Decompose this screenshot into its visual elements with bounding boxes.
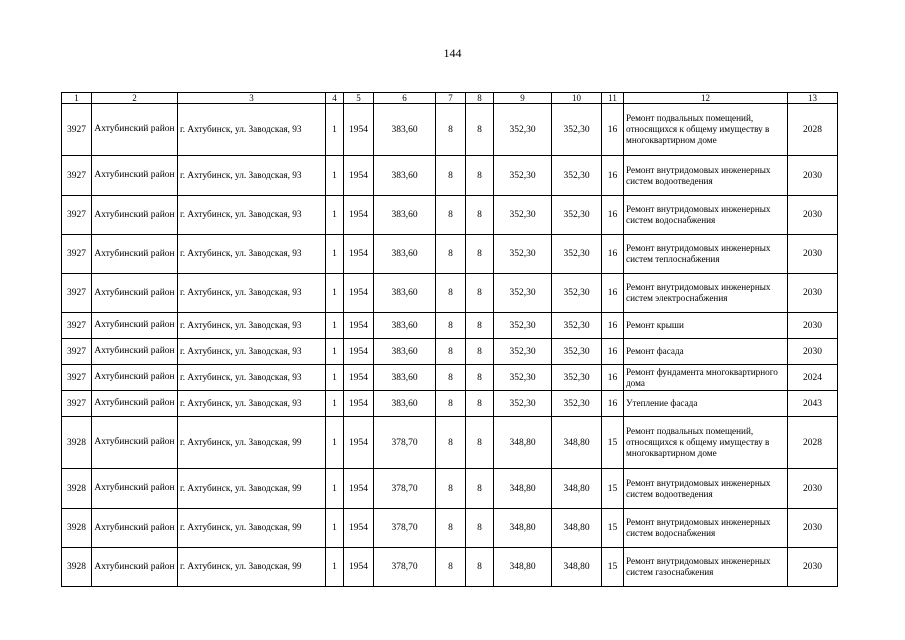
cell-total-area: 378,70	[374, 469, 436, 509]
table-row	[62, 548, 838, 587]
cell-entrances: 1	[326, 313, 344, 339]
cell-work-type: Ремонт внутридомовых инженерных систем газоснабжения	[624, 548, 788, 587]
cell-apartments-area: 352,30	[552, 391, 602, 417]
table-row	[62, 365, 838, 391]
table-row	[62, 509, 838, 548]
cell-year-built: 1954	[344, 391, 374, 417]
column-header-7: 7	[436, 93, 466, 104]
cell-living-area: 352,30	[494, 391, 552, 417]
cell-entrances: 1	[326, 339, 344, 365]
cell-floors-b: 8	[466, 235, 494, 274]
cell-planned-year: 2030	[788, 548, 838, 587]
table-row	[62, 156, 838, 196]
table-row	[62, 104, 838, 156]
cell-entrances: 1	[326, 548, 344, 587]
cell-year-built: 1954	[344, 313, 374, 339]
cell-work-type: Ремонт внутридомовых инженерных систем водоотведения	[624, 156, 788, 196]
cell-planned-year: 2030	[788, 235, 838, 274]
cell-planned-year: 2030	[788, 509, 838, 548]
cell-work-type: Ремонт крыши	[624, 313, 788, 339]
cell-address: г. Ахтубинск, ул. Заводская, 93	[178, 274, 326, 313]
cell-record-id: 3928	[62, 509, 92, 548]
cell-living-area: 352,30	[494, 313, 552, 339]
cell-apartments-area: 348,80	[552, 417, 602, 469]
cell-record-id: 3927	[62, 274, 92, 313]
cell-floors-a: 8	[436, 339, 466, 365]
cell-living-area: 348,80	[494, 417, 552, 469]
cell-total-area: 383,60	[374, 365, 436, 391]
cell-address: г. Ахтубинск, ул. Заводская, 99	[178, 417, 326, 469]
cell-work-type: Утепление фасада	[624, 391, 788, 417]
cell-work-type: Ремонт внутридомовых инженерных систем теплоснабжения	[624, 235, 788, 274]
cell-address: г. Ахтубинск, ул. Заводская, 93	[178, 339, 326, 365]
cell-district: Ахтубинский район	[92, 391, 178, 417]
column-header-2: 2	[92, 93, 178, 104]
cell-year-built: 1954	[344, 235, 374, 274]
column-header-1: 1	[62, 93, 92, 104]
cell-planned-year: 2043	[788, 391, 838, 417]
column-header-12: 12	[624, 93, 788, 104]
cell-apartments-area: 348,80	[552, 509, 602, 548]
cell-residents: 16	[602, 156, 624, 196]
cell-residents: 16	[602, 196, 624, 235]
cell-floors-b: 8	[466, 365, 494, 391]
cell-record-id: 3928	[62, 469, 92, 509]
cell-record-id: 3928	[62, 417, 92, 469]
cell-floors-a: 8	[436, 391, 466, 417]
cell-district: Ахтубинский район	[92, 548, 178, 587]
cell-entrances: 1	[326, 417, 344, 469]
cell-year-built: 1954	[344, 339, 374, 365]
cell-apartments-area: 352,30	[552, 196, 602, 235]
cell-residents: 16	[602, 104, 624, 156]
cell-floors-b: 8	[466, 548, 494, 587]
cell-year-built: 1954	[344, 509, 374, 548]
cell-address: г. Ахтубинск, ул. Заводская, 99	[178, 469, 326, 509]
cell-district: Ахтубинский район	[92, 196, 178, 235]
cell-work-type: Ремонт внутридомовых инженерных систем водоснабжения	[624, 509, 788, 548]
cell-entrances: 1	[326, 365, 344, 391]
table-row	[62, 235, 838, 274]
cell-floors-b: 8	[466, 104, 494, 156]
cell-floors-a: 8	[436, 235, 466, 274]
column-header-11: 11	[602, 93, 624, 104]
column-header-4: 4	[326, 93, 344, 104]
cell-planned-year: 2030	[788, 469, 838, 509]
cell-work-type: Ремонт подвальных помещений, относящихся к общему имуществу в многоквартирном доме	[624, 417, 788, 469]
cell-living-area: 352,30	[494, 339, 552, 365]
cell-planned-year: 2028	[788, 104, 838, 156]
cell-entrances: 1	[326, 274, 344, 313]
cell-address: г. Ахтубинск, ул. Заводская, 93	[178, 365, 326, 391]
cell-planned-year: 2030	[788, 339, 838, 365]
cell-work-type: Ремонт внутридомовых инженерных систем водоотведения	[624, 469, 788, 509]
cell-total-area: 383,60	[374, 391, 436, 417]
cell-living-area: 352,30	[494, 365, 552, 391]
cell-residents: 15	[602, 509, 624, 548]
cell-floors-b: 8	[466, 313, 494, 339]
cell-residents: 15	[602, 417, 624, 469]
table-row	[62, 274, 838, 313]
table-header-row	[62, 93, 838, 104]
cell-district: Ахтубинский район	[92, 235, 178, 274]
cell-total-area: 383,60	[374, 235, 436, 274]
cell-district: Ахтубинский район	[92, 365, 178, 391]
cell-total-area: 383,60	[374, 196, 436, 235]
cell-total-area: 383,60	[374, 274, 436, 313]
cell-year-built: 1954	[344, 274, 374, 313]
cell-living-area: 348,80	[494, 509, 552, 548]
cell-address: г. Ахтубинск, ул. Заводская, 93	[178, 391, 326, 417]
cell-apartments-area: 352,30	[552, 365, 602, 391]
column-header-13: 13	[788, 93, 838, 104]
column-header-5: 5	[344, 93, 374, 104]
cell-year-built: 1954	[344, 365, 374, 391]
table-row	[62, 313, 838, 339]
cell-entrances: 1	[326, 509, 344, 548]
cell-floors-a: 8	[436, 196, 466, 235]
cell-planned-year: 2030	[788, 313, 838, 339]
cell-total-area: 378,70	[374, 417, 436, 469]
cell-entrances: 1	[326, 391, 344, 417]
cell-floors-b: 8	[466, 156, 494, 196]
table-row	[62, 196, 838, 235]
cell-living-area: 352,30	[494, 196, 552, 235]
cell-floors-b: 8	[466, 509, 494, 548]
cell-entrances: 1	[326, 104, 344, 156]
cell-address: г. Ахтубинск, ул. Заводская, 93	[178, 313, 326, 339]
repair-schedule-table	[61, 92, 838, 587]
cell-floors-a: 8	[436, 548, 466, 587]
cell-living-area: 352,30	[494, 104, 552, 156]
cell-residents: 15	[602, 548, 624, 587]
cell-record-id: 3927	[62, 339, 92, 365]
cell-address: г. Ахтубинск, ул. Заводская, 93	[178, 235, 326, 274]
cell-floors-b: 8	[466, 339, 494, 365]
cell-apartments-area: 352,30	[552, 156, 602, 196]
cell-record-id: 3927	[62, 196, 92, 235]
table-row	[62, 391, 838, 417]
cell-planned-year: 2028	[788, 417, 838, 469]
cell-year-built: 1954	[344, 548, 374, 587]
cell-floors-b: 8	[466, 469, 494, 509]
cell-year-built: 1954	[344, 156, 374, 196]
cell-address: г. Ахтубинск, ул. Заводская, 93	[178, 196, 326, 235]
cell-residents: 16	[602, 235, 624, 274]
cell-total-area: 383,60	[374, 104, 436, 156]
cell-living-area: 352,30	[494, 235, 552, 274]
cell-address: г. Ахтубинск, ул. Заводская, 93	[178, 104, 326, 156]
cell-residents: 16	[602, 313, 624, 339]
cell-work-type: Ремонт подвальных помещений, относящихся к общему имуществу в многоквартирном доме	[624, 104, 788, 156]
cell-work-type: Ремонт фасада	[624, 339, 788, 365]
cell-district: Ахтубинский район	[92, 313, 178, 339]
cell-address: г. Ахтубинск, ул. Заводская, 99	[178, 509, 326, 548]
cell-apartments-area: 352,30	[552, 339, 602, 365]
cell-residents: 15	[602, 469, 624, 509]
cell-record-id: 3928	[62, 548, 92, 587]
cell-year-built: 1954	[344, 196, 374, 235]
cell-district: Ахтубинский район	[92, 274, 178, 313]
cell-living-area: 348,80	[494, 469, 552, 509]
cell-residents: 16	[602, 365, 624, 391]
cell-living-area: 352,30	[494, 274, 552, 313]
cell-floors-b: 8	[466, 274, 494, 313]
cell-entrances: 1	[326, 156, 344, 196]
cell-floors-b: 8	[466, 391, 494, 417]
cell-floors-b: 8	[466, 417, 494, 469]
cell-living-area: 352,30	[494, 156, 552, 196]
cell-work-type: Ремонт внутридомовых инженерных систем водоснабжения	[624, 196, 788, 235]
cell-planned-year: 2030	[788, 196, 838, 235]
cell-apartments-area: 348,80	[552, 548, 602, 587]
cell-planned-year: 2030	[788, 156, 838, 196]
cell-work-type: Ремонт внутридомовых инженерных систем электроснабжения	[624, 274, 788, 313]
cell-year-built: 1954	[344, 417, 374, 469]
cell-floors-a: 8	[436, 274, 466, 313]
cell-apartments-area: 352,30	[552, 313, 602, 339]
cell-floors-a: 8	[436, 417, 466, 469]
cell-year-built: 1954	[344, 104, 374, 156]
cell-district: Ахтубинский район	[92, 339, 178, 365]
column-header-6: 6	[374, 93, 436, 104]
cell-total-area: 383,60	[374, 339, 436, 365]
cell-entrances: 1	[326, 469, 344, 509]
cell-record-id: 3927	[62, 365, 92, 391]
column-header-9: 9	[494, 93, 552, 104]
column-header-10: 10	[552, 93, 602, 104]
page-number: 144	[443, 46, 462, 60]
cell-residents: 16	[602, 339, 624, 365]
cell-work-type: Ремонт фундамента многоквартирного дома	[624, 365, 788, 391]
cell-entrances: 1	[326, 196, 344, 235]
cell-record-id: 3927	[62, 156, 92, 196]
cell-address: г. Ахтубинск, ул. Заводская, 99	[178, 548, 326, 587]
cell-total-area: 383,60	[374, 313, 436, 339]
cell-floors-b: 8	[466, 196, 494, 235]
cell-floors-a: 8	[436, 469, 466, 509]
cell-apartments-area: 352,30	[552, 235, 602, 274]
cell-apartments-area: 352,30	[552, 274, 602, 313]
cell-floors-a: 8	[436, 313, 466, 339]
table-row	[62, 469, 838, 509]
cell-district: Ахтубинский район	[92, 509, 178, 548]
cell-district: Ахтубинский район	[92, 417, 178, 469]
cell-total-area: 378,70	[374, 509, 436, 548]
cell-total-area: 383,60	[374, 156, 436, 196]
cell-living-area: 348,80	[494, 548, 552, 587]
cell-record-id: 3927	[62, 313, 92, 339]
cell-address: г. Ахтубинск, ул. Заводская, 93	[178, 156, 326, 196]
table-row	[62, 339, 838, 365]
cell-total-area: 378,70	[374, 548, 436, 587]
cell-planned-year: 2030	[788, 274, 838, 313]
column-header-8: 8	[466, 93, 494, 104]
column-header-3: 3	[178, 93, 326, 104]
cell-apartments-area: 348,80	[552, 469, 602, 509]
cell-apartments-area: 352,30	[552, 104, 602, 156]
cell-record-id: 3927	[62, 235, 92, 274]
cell-floors-a: 8	[436, 365, 466, 391]
cell-district: Ахтубинский район	[92, 469, 178, 509]
cell-district: Ахтубинский район	[92, 156, 178, 196]
cell-year-built: 1954	[344, 469, 374, 509]
cell-district: Ахтубинский район	[92, 104, 178, 156]
cell-record-id: 3927	[62, 104, 92, 156]
table-row	[62, 417, 838, 469]
cell-floors-a: 8	[436, 104, 466, 156]
cell-record-id: 3927	[62, 391, 92, 417]
cell-planned-year: 2024	[788, 365, 838, 391]
cell-floors-a: 8	[436, 156, 466, 196]
cell-entrances: 1	[326, 235, 344, 274]
cell-residents: 16	[602, 274, 624, 313]
cell-residents: 16	[602, 391, 624, 417]
cell-floors-a: 8	[436, 509, 466, 548]
